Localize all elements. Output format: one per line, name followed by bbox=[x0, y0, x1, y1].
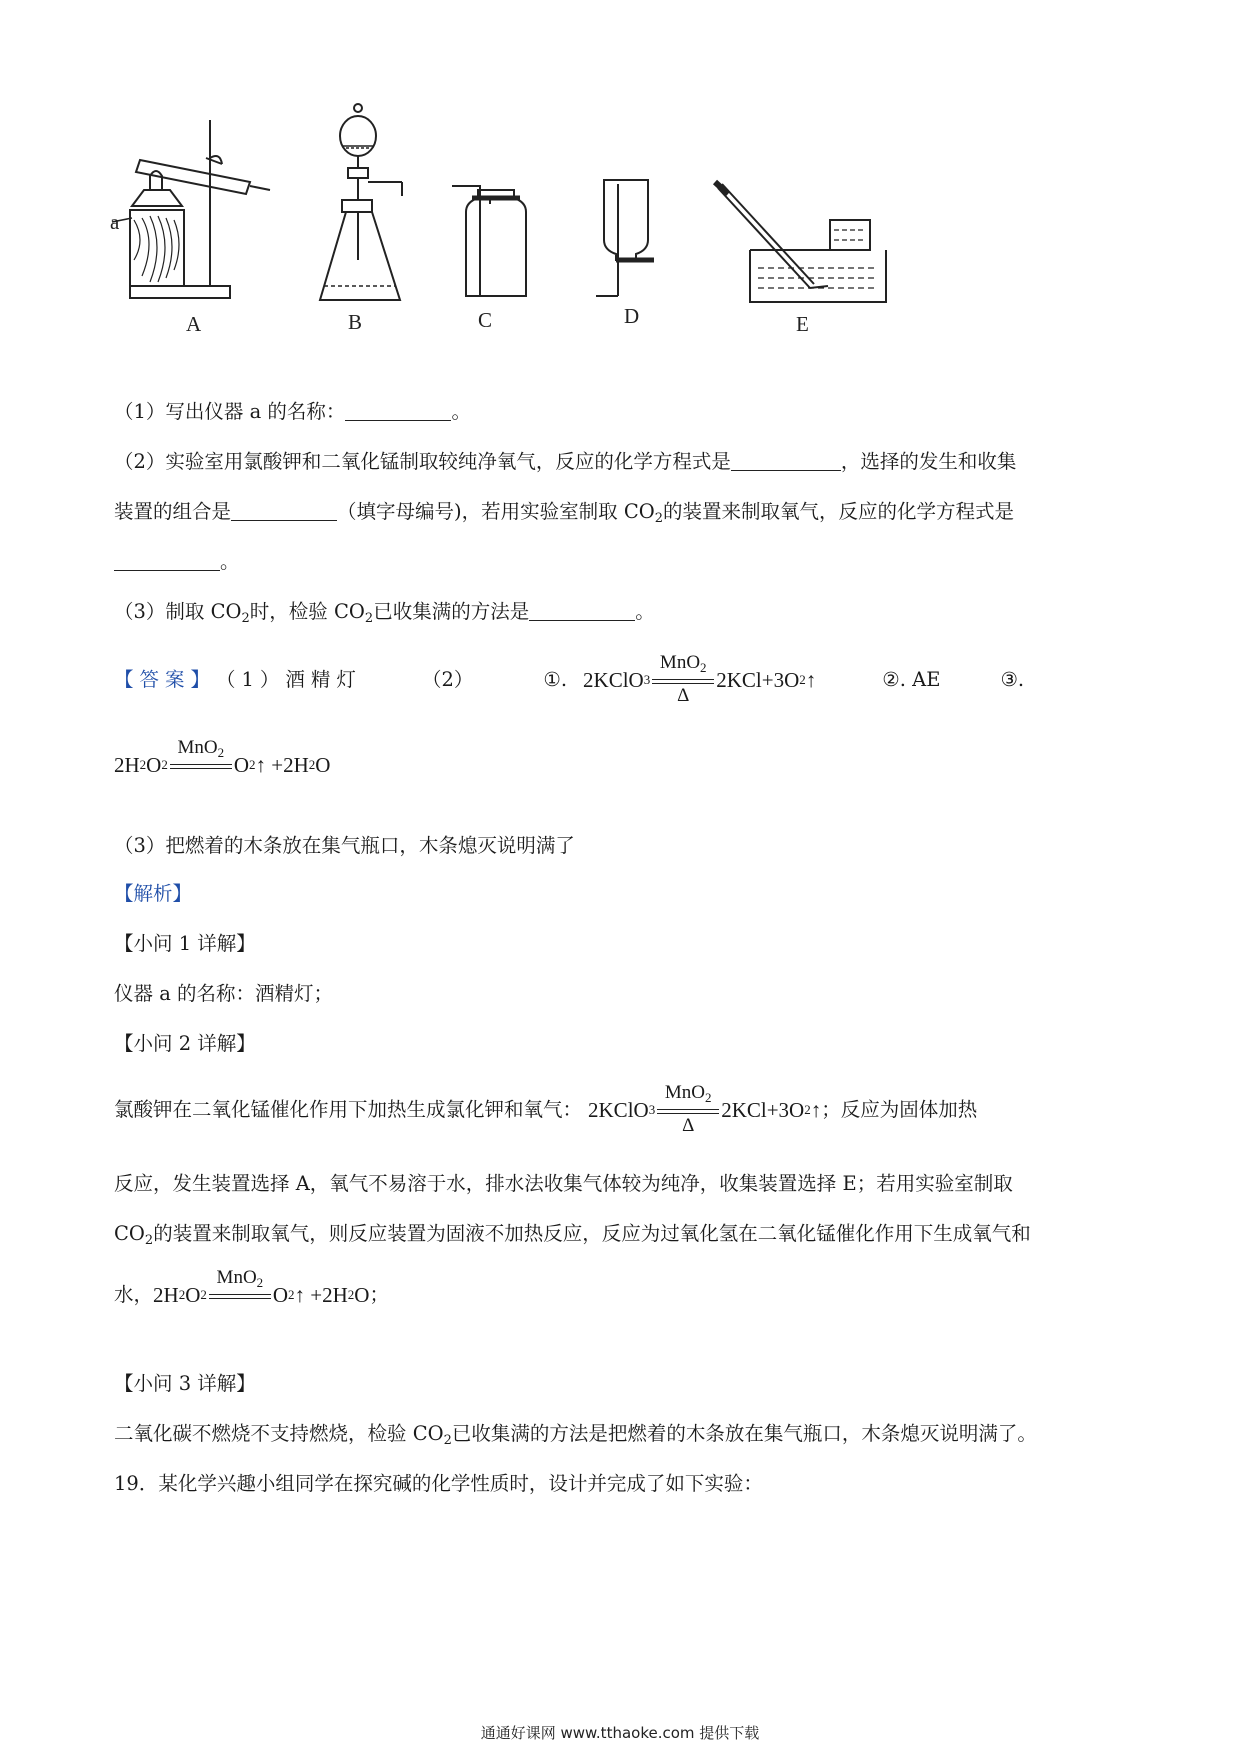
equation-h2o2-analysis: 2H 2 O 2 MnO$_2$ O 2 ↑ +2H 2 O bbox=[153, 1267, 370, 1307]
question-2-line-3: 。 bbox=[114, 548, 240, 576]
subquestion-2-line-3: $CO_2$的装置来制取氧气，则反应装置为固液不加热反应，反应为过氧化氢在二氧化锰催化作用下生成氧气和 bbox=[114, 1222, 1031, 1248]
gas-jar-e bbox=[830, 220, 870, 250]
subquestion-2-heading: 【小问 2 详解】 bbox=[114, 1032, 256, 1055]
alcohol-lamp bbox=[132, 190, 182, 206]
apparatus-drawing bbox=[110, 100, 1010, 380]
analysis-tag: 【解析】 bbox=[114, 882, 193, 905]
equation-kclo3-analysis: 2KClO 3 MnO$_2$ Δ 2KCl+3O 2 ↑ bbox=[588, 1082, 822, 1136]
test-tube bbox=[136, 160, 250, 194]
subquestion-2-line-2: 反应，发生装置选择 A，氧气不易溶于水，排水法收集气体较为纯净，收集装置选择 E；若用实验室制取 bbox=[114, 1172, 1013, 1195]
subquestion-1-text: 仪器 a 的名称：酒精灯； bbox=[114, 982, 334, 1005]
equation-kclo3: 2KClO 3 MnO$_2$ Δ 2KCl+3O 2 ↑ bbox=[583, 652, 817, 706]
stand-base bbox=[130, 286, 230, 298]
answer-line-3: （3）把燃着的木条放在集气瓶口，木条熄灭说明满了 bbox=[114, 834, 575, 857]
answer-blank bbox=[114, 550, 220, 571]
label-C: C bbox=[478, 308, 493, 332]
answer-blank bbox=[345, 400, 451, 421]
gas-bottle-c bbox=[466, 190, 526, 296]
answer-tag: 【答案】 bbox=[114, 668, 217, 691]
answer-line-1: 【答案】 （1）酒精灯 （2） ①. 2KClO 3 MnO$_2$ Δ 2KCl+3O 2 ↑ ②. AE ③. bbox=[114, 652, 1025, 706]
funnel-bulb bbox=[340, 116, 376, 156]
question-3: （3）制取 $CO_2$时，检验 $CO_2$已收集满的方法是 。 bbox=[114, 600, 655, 626]
conical-flask bbox=[320, 212, 400, 300]
answer-blank bbox=[731, 450, 841, 471]
subquestion-2-line-4: 水， 2H 2 O 2 MnO$_2$ O 2 ↑ +2H 2 O ； bbox=[114, 1270, 389, 1320]
page-footer: 通通好课网 www.tthaoke.com 提供下载 bbox=[480, 1724, 760, 1742]
subquestion-3-heading: 【小问 3 详解】 bbox=[114, 1372, 256, 1395]
subquestion-3-text: 二氧化碳不燃烧不支持燃烧，检验 $CO_2$已收集满的方法是把燃着的木条放在集气瓶口，木条熄灭说明满了。 bbox=[114, 1422, 1037, 1448]
equation-h2o2: 2H 2 O 2 MnO$_2$ O 2 ↑ +2H 2 O bbox=[114, 737, 331, 777]
answer-line-2 bbox=[114, 737, 331, 790]
question-19: 19．某化学兴趣小组同学在探究碱的化学性质时，设计并完成了如下实验： bbox=[114, 1472, 763, 1495]
water-trough bbox=[750, 250, 886, 302]
question-1: （1）写出仪器 a 的名称： 。 bbox=[114, 400, 471, 423]
subquestion-2-line-1: 氯酸钾在二氧化锰催化作用下加热生成氯化钾和氧气： 2KClO 3 MnO$_2$ Δ 2KCl+3O 2 ↑ ；反应为固体加热 bbox=[114, 1082, 978, 1136]
label-A: A bbox=[186, 312, 202, 336]
question-2-line-1: （2）实验室用氯酸钾和二氧化锰制取较纯净氧气，反应的化学方程式是 ，选择的发生和收集 bbox=[114, 450, 1017, 473]
label-D: D bbox=[624, 304, 640, 328]
answer-blank bbox=[529, 600, 635, 621]
apparatus-figure bbox=[110, 100, 1010, 380]
label-B: B bbox=[348, 310, 363, 334]
gas-bottle-d bbox=[604, 180, 648, 260]
answer-blank bbox=[231, 500, 337, 521]
question-2-line-2: 装置的组合是 （填字母编号)，若用实验室制取 $CO_2$的装置来制取氧气，反应的化学方程式是 bbox=[114, 500, 1015, 526]
label-a: a bbox=[110, 210, 120, 234]
subquestion-1-heading: 【小问 1 详解】 bbox=[114, 932, 256, 955]
label-E: E bbox=[796, 312, 809, 336]
